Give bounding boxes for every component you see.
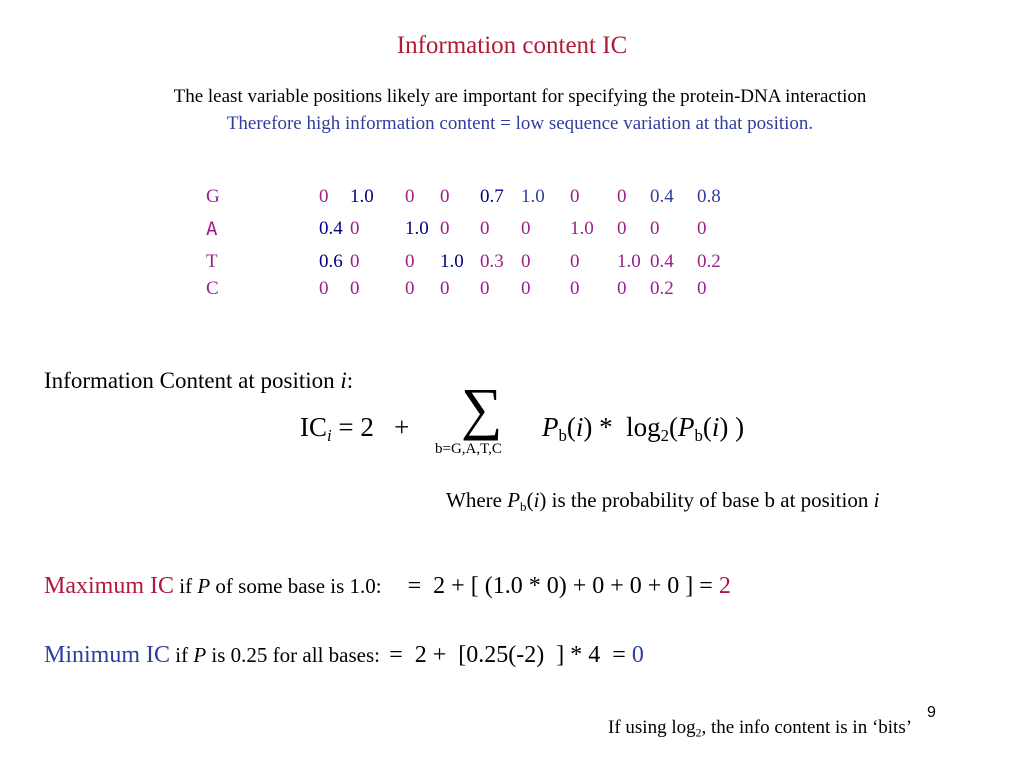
min-expression: = 2 + [0.25(-2) ] * 4 = xyxy=(389,642,632,668)
where-p: P xyxy=(507,488,521,512)
matrix-cell: 0.2 xyxy=(697,251,721,272)
matrix-cell: 0 xyxy=(617,218,627,239)
matrix-cell: 0 xyxy=(350,218,360,239)
matrix-cell: 0.4 xyxy=(650,251,674,272)
matrix-cell: 1.0 xyxy=(440,251,464,272)
matrix-cell: 0 xyxy=(697,278,707,299)
formula-p: P xyxy=(542,412,559,442)
min-result: 0 xyxy=(631,642,644,668)
formula-close2: ) ) xyxy=(719,412,745,442)
matrix-cell: 0 xyxy=(480,278,490,299)
matrix-cell: 0 xyxy=(570,186,580,207)
slide-title: Information content IC xyxy=(396,32,628,59)
matrix-cell: 0.7 xyxy=(480,186,504,207)
formula-eq: = 2 + xyxy=(331,412,410,442)
matrix-cell: 0 xyxy=(650,218,660,239)
matrix-cell: 0.4 xyxy=(650,186,674,207)
matrix-cell: 0 xyxy=(440,186,450,207)
formula-open2: ( xyxy=(702,412,712,442)
formula-p-sub: b xyxy=(558,426,567,446)
subtitle-line-1: The least variable positions likely are important for specifying the protein-DNA interaction xyxy=(173,86,867,107)
matrix-cell: 1.0 xyxy=(350,186,374,207)
matrix-base-label: G xyxy=(206,186,220,207)
ic-label-text: Information Content at position xyxy=(44,368,341,393)
minimum-ic-line xyxy=(44,642,644,669)
matrix-cell: 0.8 xyxy=(697,186,721,207)
note-prefix: If using log xyxy=(608,717,696,738)
formula-p2-sub: b xyxy=(694,426,703,446)
matrix-cell: 0 xyxy=(405,251,415,272)
matrix-cell: 0.6 xyxy=(319,251,343,272)
subtitle-line-2: Therefore high information content = low sequence variation at that position. xyxy=(226,113,814,134)
where-prefix: Where xyxy=(446,488,508,512)
matrix-cell: 0 xyxy=(570,251,580,272)
min-cond1: if xyxy=(170,643,194,667)
maximum-ic-label: Maximum IC xyxy=(44,573,174,599)
matrix-cell: 0 xyxy=(617,278,627,299)
ic-label-colon: : xyxy=(346,368,354,393)
ic-formula-rhs xyxy=(542,412,744,446)
where-i-end: i xyxy=(873,488,880,512)
formula-open: ( xyxy=(566,412,576,442)
formula-i2: i xyxy=(711,412,720,442)
max-p: P xyxy=(197,574,211,598)
matrix-cell: 0 xyxy=(405,186,415,207)
matrix-cell: 0.3 xyxy=(480,251,504,272)
matrix-cell: 1.0 xyxy=(521,186,545,207)
matrix-base-label: C xyxy=(206,278,219,299)
matrix-base-label: T xyxy=(206,251,218,272)
matrix-cell: 0.2 xyxy=(650,278,674,299)
matrix-cell: 1.0 xyxy=(570,218,594,239)
sum-range: b=G,A,T,C xyxy=(435,441,502,457)
max-expression: = 2 + [ (1.0 * 0) + 0 + 0 + 0 ] = xyxy=(407,573,719,599)
max-cond1: if xyxy=(174,574,198,598)
max-cond2: of some base is 1.0: xyxy=(210,574,382,598)
matrix-base-label: A xyxy=(206,218,218,240)
min-cond2: is 0.25 for all bases: xyxy=(206,643,386,667)
matrix-cell: 0 xyxy=(440,278,450,299)
slide-number: 9 xyxy=(927,704,936,721)
note-suffix: , the info content is in ‘bits’ xyxy=(701,717,913,738)
matrix-cell: 0 xyxy=(319,186,329,207)
matrix-cell: 0 xyxy=(697,218,707,239)
matrix-cell: 0 xyxy=(570,278,580,299)
where-p-sub: b xyxy=(520,498,527,514)
formula-p2: P xyxy=(678,412,695,442)
matrix-cell: 1.0 xyxy=(405,218,429,239)
minimum-ic-label: Minimum IC xyxy=(44,642,171,668)
note-sub: 2 xyxy=(695,726,702,740)
where-mid: ) is the probability of base b at position xyxy=(539,488,874,512)
matrix-cell: 0 xyxy=(480,218,490,239)
matrix-cell: 0 xyxy=(350,278,360,299)
matrix-cell: 0 xyxy=(319,278,329,299)
ic-position-label xyxy=(44,368,353,394)
matrix-cell: 0 xyxy=(521,218,531,239)
ic-label-var: i xyxy=(340,368,347,393)
matrix-cell: 1.0 xyxy=(617,251,641,272)
formula-i: i xyxy=(575,412,584,442)
formula-paren-open: ( xyxy=(669,412,679,442)
matrix-cell: 0 xyxy=(405,278,415,299)
where-i: i xyxy=(533,488,540,512)
formula-log-base: 2 xyxy=(660,426,670,446)
formula-times-log: ) * log xyxy=(583,412,661,442)
min-p: P xyxy=(193,643,207,667)
sum-symbol: ∑ xyxy=(461,376,503,441)
matrix-cell: 0 xyxy=(440,218,450,239)
ic-formula-lhs xyxy=(300,412,409,446)
matrix-cell: 0 xyxy=(521,251,531,272)
where-open: ( xyxy=(526,488,534,512)
where-definition xyxy=(446,488,879,515)
max-result: 2 xyxy=(718,573,731,599)
matrix-cell: 0.4 xyxy=(319,218,343,239)
matrix-cell: 0 xyxy=(521,278,531,299)
formula-ic: IC xyxy=(300,412,327,442)
maximum-ic-line xyxy=(44,573,731,600)
matrix-cell: 0 xyxy=(350,251,360,272)
formula-ic-sub: i xyxy=(327,426,332,446)
bits-note xyxy=(608,717,912,741)
matrix-cell: 0 xyxy=(617,186,627,207)
